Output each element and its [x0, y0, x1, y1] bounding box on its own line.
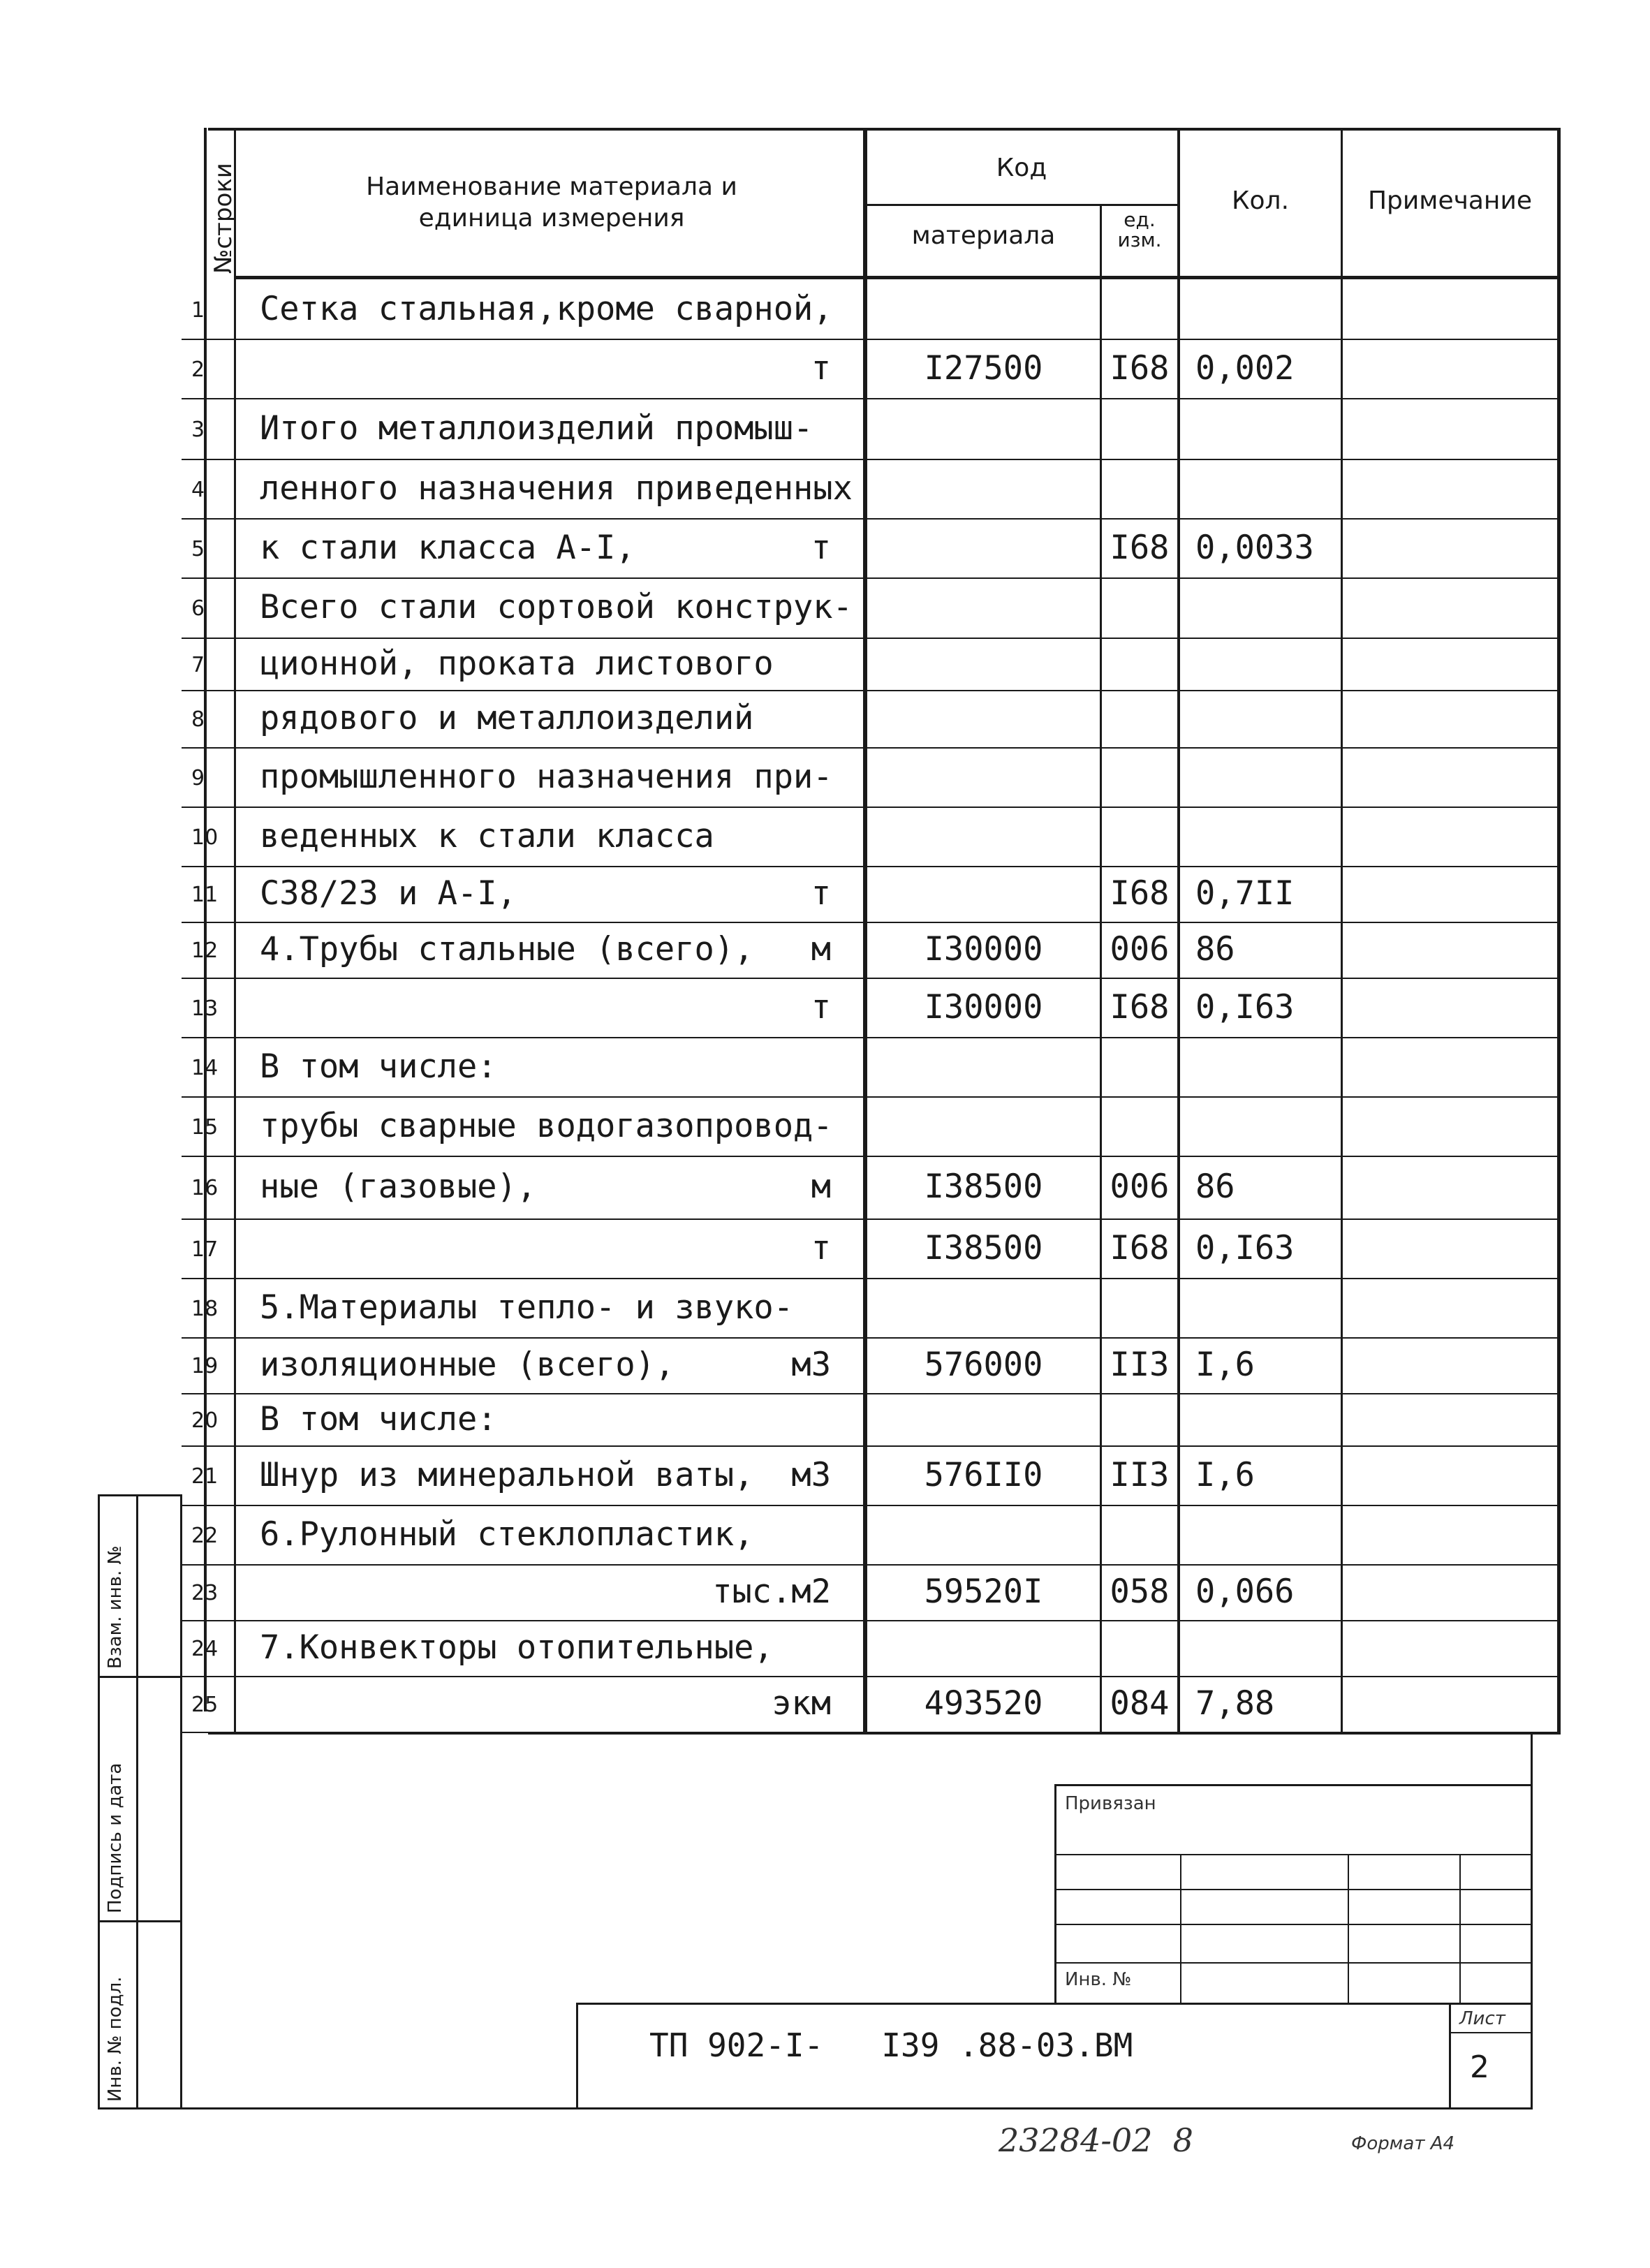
side-vzam-label: Взам. инв. № — [105, 1545, 126, 1669]
row-number: 24 — [191, 1637, 219, 1661]
material-name: В том числе: — [260, 1047, 497, 1086]
unit-code: 006 — [1110, 1168, 1170, 1206]
material-code: 576000 — [924, 1346, 1043, 1384]
note-header: Примечание — [1367, 186, 1533, 215]
row-number: 7 — [191, 653, 205, 677]
material-name: Итого металлоизделий промыш- — [260, 409, 813, 448]
measure-unit: экм — [772, 1684, 831, 1723]
row-number: 20 — [191, 1408, 219, 1433]
measure-unit: т — [811, 988, 831, 1026]
material-code: I30000 — [924, 930, 1043, 969]
measure-unit: т — [811, 529, 831, 567]
row-number: 23 — [191, 1581, 219, 1605]
row-number: 16 — [191, 1176, 219, 1200]
unit-code: I68 — [1110, 349, 1170, 388]
material-name: Шнур из минеральной ваты, — [260, 1456, 754, 1494]
measure-unit: м3 — [791, 1346, 831, 1384]
row-number: 11 — [191, 883, 219, 907]
material-name: веденных к стали класса — [260, 817, 714, 855]
measure-unit: м — [811, 930, 831, 969]
material-code: 576II0 — [924, 1456, 1043, 1494]
material-name: промышленного назначения при- — [260, 758, 833, 796]
quantity: 0,0033 — [1195, 529, 1314, 567]
material-code: 493520 — [924, 1684, 1043, 1723]
material-code-header: материала — [911, 221, 1056, 250]
material-name: ционной, проката листового — [260, 645, 774, 683]
unit-code: I68 — [1110, 874, 1170, 913]
row-number-header: №строки — [209, 163, 237, 274]
measure-unit: т — [811, 1229, 831, 1267]
sheet-number: 2 — [1470, 2049, 1489, 2085]
unit-code: 058 — [1110, 1573, 1170, 1611]
unit-header: ед. изм. — [1117, 208, 1162, 252]
unit-code: I68 — [1110, 529, 1170, 567]
measure-unit: т — [811, 874, 831, 913]
unit-code: I68 — [1110, 1229, 1170, 1267]
material-name: изоляционные (всего), — [260, 1346, 675, 1384]
quantity: 0,I63 — [1195, 1229, 1295, 1267]
document-designation: ТП 902-I- I39 .88-03.ВМ — [649, 2026, 1133, 2064]
row-number: 1 — [191, 298, 205, 323]
name-header: Наименование материала и единица измерения — [366, 172, 737, 233]
format-label: Формат А4 — [1351, 2133, 1455, 2154]
row-number: 5 — [191, 537, 205, 561]
row-number: 21 — [191, 1464, 219, 1489]
quantity: 7,88 — [1195, 1684, 1275, 1723]
quantity: I,6 — [1195, 1456, 1255, 1494]
checked-label: Привязан — [1065, 1793, 1156, 1814]
side-podp-label: Подпись и дата — [105, 1762, 126, 1913]
material-name: В том числе: — [260, 1400, 497, 1438]
row-number: 13 — [191, 996, 219, 1021]
code-header: Код — [996, 154, 1047, 182]
material-code: I38500 — [924, 1229, 1043, 1267]
quantity: 86 — [1195, 1168, 1235, 1206]
material-name: трубы сварные водогазопровод- — [260, 1107, 833, 1145]
quantity: 0,066 — [1195, 1573, 1295, 1611]
row-number: 12 — [191, 938, 219, 963]
measure-unit: тыс.м2 — [712, 1573, 831, 1611]
unit-code: II3 — [1110, 1456, 1170, 1494]
material-name: С38/23 и А-I, — [260, 874, 517, 913]
row-number: 2 — [191, 358, 205, 382]
row-number: 25 — [191, 1693, 219, 1717]
material-name: к стали класса А-I, — [260, 529, 635, 567]
material-name: 5.Материалы тепло- и звуко- — [260, 1288, 794, 1327]
unit-code: II3 — [1110, 1346, 1170, 1384]
row-number: 15 — [191, 1115, 219, 1140]
material-code: I38500 — [924, 1168, 1043, 1206]
archive-number: 23284-02 8 — [999, 2121, 1193, 2159]
quantity: 0,002 — [1195, 349, 1295, 388]
side-inv-podl-label: Инв. № подл. — [105, 1976, 126, 2102]
row-number: 17 — [191, 1237, 219, 1262]
inv-label: Инв. № — [1065, 1969, 1132, 1990]
quantity: I,6 — [1195, 1346, 1255, 1384]
quantity: 0,I63 — [1195, 988, 1295, 1026]
row-number: 22 — [191, 1524, 219, 1548]
material-name: Всего стали сортовой конструк- — [260, 588, 853, 626]
quantity: 0,7II — [1195, 874, 1295, 913]
row-number: 6 — [191, 596, 205, 621]
sheet-label: Лист — [1459, 2008, 1505, 2029]
row-number: 10 — [191, 825, 219, 850]
material-name: Сетка стальная,кроме сварной, — [260, 290, 833, 328]
row-number: 14 — [191, 1056, 219, 1080]
unit-code: 084 — [1110, 1684, 1170, 1723]
measure-unit: м — [811, 1168, 831, 1206]
material-name: 6.Рулонный стеклопластик, — [260, 1515, 754, 1554]
material-name: ные (газовые), — [260, 1168, 537, 1206]
measure-unit: т — [811, 349, 831, 388]
row-number: 18 — [191, 1297, 219, 1321]
row-number: 3 — [191, 418, 205, 442]
material-code: I30000 — [924, 988, 1043, 1026]
material-name: 4.Трубы стальные (всего), — [260, 930, 754, 969]
unit-code: 006 — [1110, 930, 1170, 969]
row-number: 8 — [191, 707, 205, 732]
row-number: 9 — [191, 766, 205, 790]
row-number: 4 — [191, 478, 205, 502]
measure-unit: м3 — [791, 1456, 831, 1494]
material-code: I27500 — [924, 349, 1043, 388]
material-name: рядового и металлоизделий — [260, 699, 754, 737]
unit-code: I68 — [1110, 988, 1170, 1026]
material-code: 59520I — [924, 1573, 1043, 1611]
row-number: 19 — [191, 1354, 219, 1378]
material-name: 7.Конвекторы отопительные, — [260, 1628, 774, 1667]
quantity: 86 — [1195, 930, 1235, 969]
qty-header: Кол. — [1231, 186, 1290, 215]
material-name: ленного назначения приведенных — [260, 469, 853, 508]
